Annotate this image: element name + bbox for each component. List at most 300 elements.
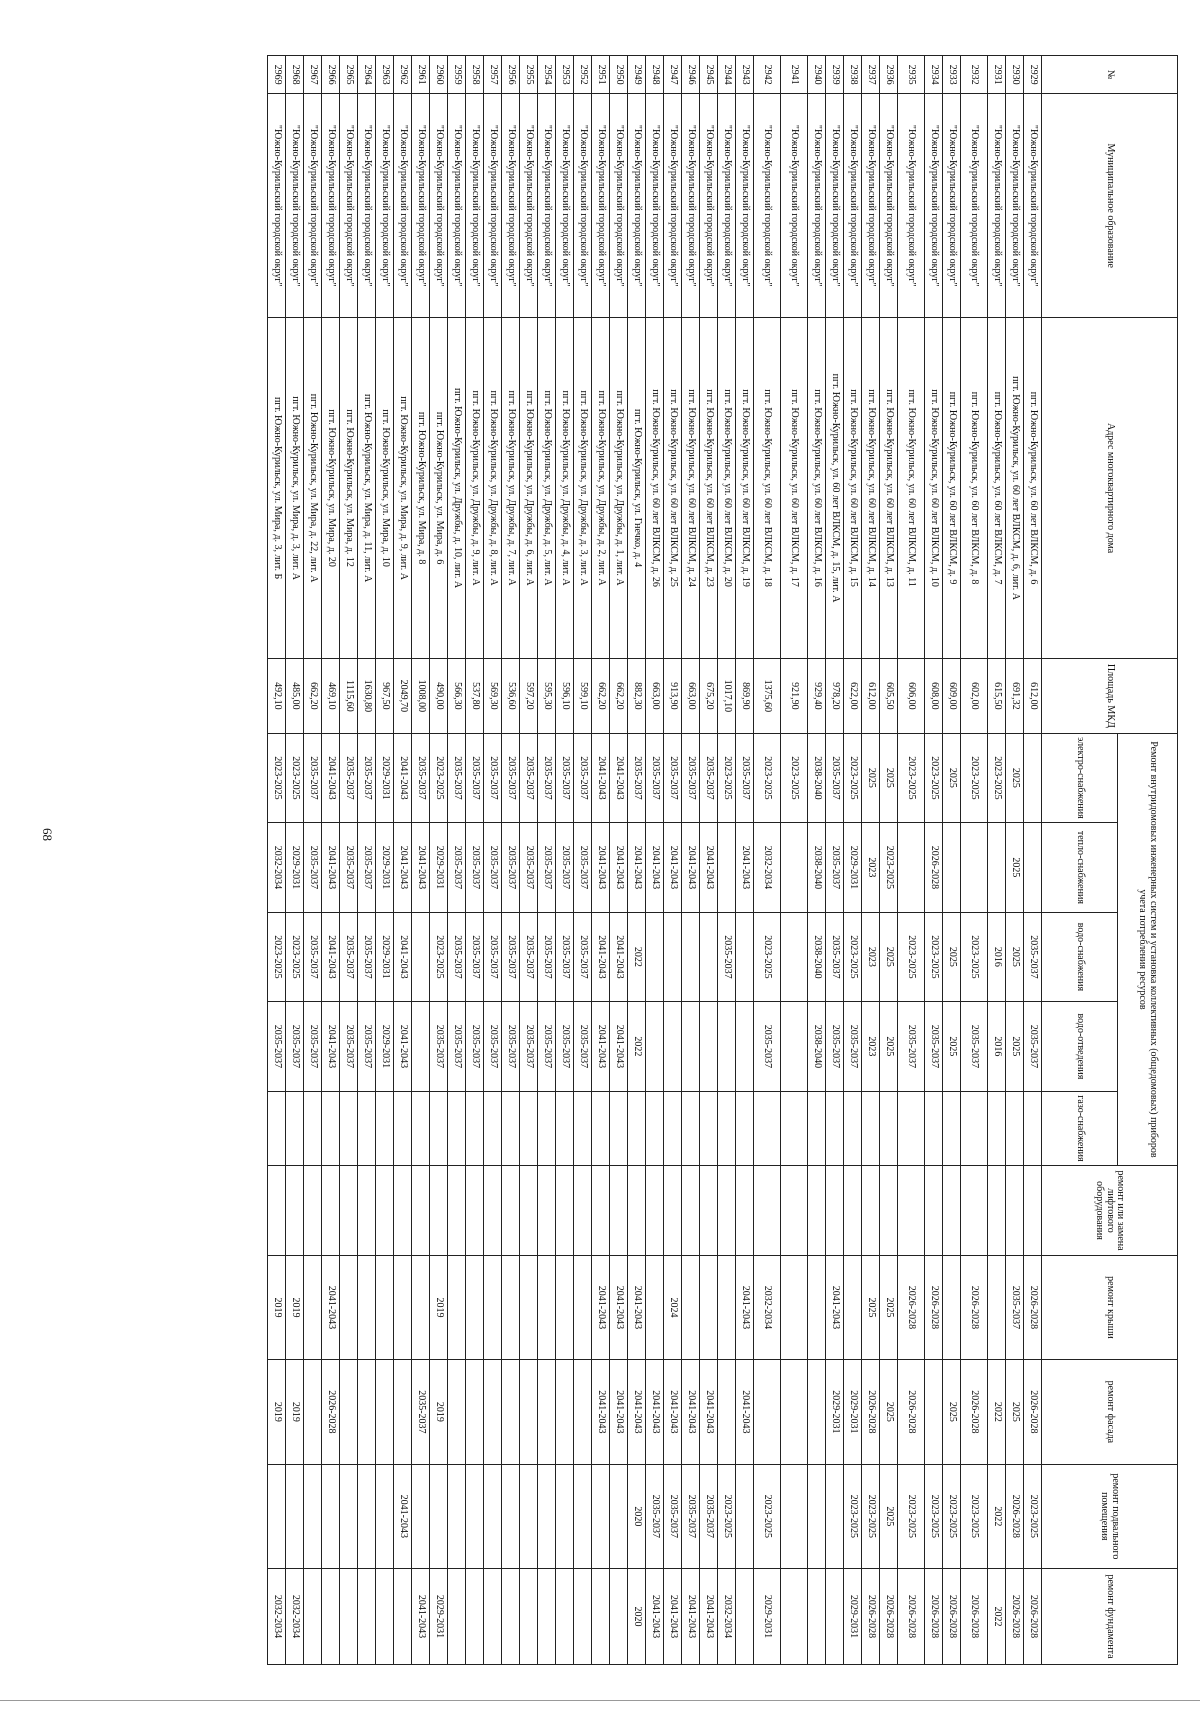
facade-cell <box>808 1360 826 1464</box>
address-cell: пгт. Южно-Курильск, ул. Дружбы, д. 3, лит. А <box>574 318 592 659</box>
water-cell: 2022 <box>628 912 646 1002</box>
drain-cell <box>646 1002 664 1092</box>
address-cell: пгт. Южно-Курильск, ул. Мира, д. 3, лит. А <box>286 318 304 659</box>
address-cell: пгт. Южно-Курильск, ул. 60 лет ВЛКСМ, д. 26 <box>646 318 664 659</box>
table-row <box>304 56 322 1665</box>
electric-cell: 2025 <box>862 733 880 823</box>
area-cell: 882,30 <box>628 659 646 734</box>
water-cell: 2035-2037 <box>358 912 376 1002</box>
gas-cell <box>592 1091 610 1166</box>
row-number: 2944 <box>718 56 736 94</box>
drain-cell <box>700 1002 718 1092</box>
drain-cell: 2035-2037 <box>754 1002 781 1092</box>
foundation-cell: 2026-2028 <box>862 1569 880 1665</box>
basement-cell <box>592 1464 610 1568</box>
heat-cell: 2029-2031 <box>844 823 862 913</box>
water-cell <box>682 912 700 1002</box>
row-number: 2949 <box>628 56 646 94</box>
row-number: 2931 <box>988 56 1006 94</box>
gas-cell <box>376 1091 394 1166</box>
foundation-cell <box>556 1569 574 1665</box>
table-row <box>736 56 754 1665</box>
elevator-cell <box>1024 1166 1042 1256</box>
elevator-cell <box>376 1166 394 1256</box>
address-cell: пгт. Южно-Курильск, ул. Мира, д. 9, лит. А <box>394 318 412 659</box>
gas-cell <box>412 1091 430 1166</box>
table-row <box>1024 56 1042 1665</box>
municipality-cell: "Южно-Курильский городской округ" <box>466 94 484 318</box>
electric-cell: 2035-2037 <box>826 733 844 823</box>
row-number: 2963 <box>376 56 394 94</box>
roof-cell: 2041-2043 <box>736 1255 754 1359</box>
municipality-cell: "Южно-Курильский городской округ" <box>358 94 376 318</box>
roof-cell <box>844 1255 862 1359</box>
water-cell <box>781 912 808 1002</box>
municipality-cell: "Южно-Курильский городской округ" <box>943 94 961 318</box>
gas-cell <box>448 1091 466 1166</box>
table-row <box>340 56 358 1665</box>
heat-cell: 2041-2043 <box>322 823 340 913</box>
row-number: 2965 <box>340 56 358 94</box>
elevator-cell <box>466 1166 484 1256</box>
basement-cell: 2022 <box>988 1464 1006 1568</box>
area-cell: 615,50 <box>988 659 1006 734</box>
address-cell: пгт. Южно-Курильск, ул. 60 лет ВЛКСМ, д. 15, лит. А <box>826 318 844 659</box>
municipality-cell: "Южно-Курильский городской округ" <box>1024 94 1042 318</box>
electric-cell: 2035-2037 <box>484 733 502 823</box>
foundation-cell: 2032-2034 <box>718 1569 736 1665</box>
gas-cell <box>988 1091 1006 1166</box>
heat-cell: 2023-2025 <box>880 823 898 913</box>
area-cell: 606,00 <box>898 659 925 734</box>
drain-cell: 2035-2037 <box>268 1002 286 1092</box>
basement-cell <box>538 1464 556 1568</box>
address-cell: пгт. Южно-Курильск, ул. 60 лет ВЛКСМ, д. 7 <box>988 318 1006 659</box>
facade-cell <box>340 1360 358 1464</box>
municipality-cell: "Южно-Курильский городской округ" <box>664 94 682 318</box>
electric-cell: 2035-2037 <box>448 733 466 823</box>
area-cell: 622,00 <box>844 659 862 734</box>
table-row <box>268 56 286 1665</box>
basement-cell <box>412 1464 430 1568</box>
heat-cell: 2041-2043 <box>664 823 682 913</box>
electric-cell: 2035-2037 <box>646 733 664 823</box>
municipality-cell: "Южно-Курильский городской округ" <box>448 94 466 318</box>
electric-cell: 2023-2025 <box>925 733 943 823</box>
area-cell: 609,00 <box>943 659 961 734</box>
address-cell: пгт. Южно-Курильск, ул. 60 лет ВЛКСМ, д. 17 <box>781 318 808 659</box>
row-number: 2937 <box>862 56 880 94</box>
row-number: 2938 <box>844 56 862 94</box>
municipality-cell: "Южно-Курильский городской округ" <box>844 94 862 318</box>
address-cell: пгт. Южно-Курильск, ул. Дружбы, д. 2, лит. А <box>592 318 610 659</box>
table-row <box>718 56 736 1665</box>
row-number: 2950 <box>610 56 628 94</box>
heat-cell <box>781 823 808 913</box>
electric-cell: 2041-2043 <box>394 733 412 823</box>
foundation-cell: 2032-2034 <box>268 1569 286 1665</box>
address-cell: пгт. Южно-Курильск, ул. 60 лет ВЛКСМ, д. 9 <box>943 318 961 659</box>
electric-cell: 2035-2037 <box>520 733 538 823</box>
elevator-cell <box>700 1166 718 1256</box>
heat-cell: 2035-2037 <box>538 823 556 913</box>
foundation-cell: 2026-2028 <box>1024 1569 1042 1665</box>
heat-cell: 2035-2037 <box>502 823 520 913</box>
row-number: 2968 <box>286 56 304 94</box>
gas-cell <box>664 1091 682 1166</box>
foundation-cell <box>574 1569 592 1665</box>
table-row <box>628 56 646 1665</box>
electric-cell: 2035-2037 <box>664 733 682 823</box>
table-row <box>466 56 484 1665</box>
address-cell: пгт. Южно-Курильск, ул. Мира, д. 3, лит. Б <box>268 318 286 659</box>
gas-cell <box>961 1091 988 1166</box>
basement-cell: 2035-2037 <box>700 1464 718 1568</box>
drain-cell: 2035-2037 <box>520 1002 538 1092</box>
row-number: 2967 <box>304 56 322 94</box>
municipality-cell: "Южно-Курильский городской округ" <box>340 94 358 318</box>
electric-cell: 2023-2025 <box>961 733 988 823</box>
drain-cell: 2035-2037 <box>340 1002 358 1092</box>
basement-cell: 2023-2025 <box>961 1464 988 1568</box>
facade-cell: 2022 <box>988 1360 1006 1464</box>
heat-cell: 2026-2028 <box>925 823 943 913</box>
heat-cell: 2029-2031 <box>286 823 304 913</box>
row-number: 2939 <box>826 56 844 94</box>
header-area: Площадь МКД <box>1042 659 1178 734</box>
drain-cell <box>718 1002 736 1092</box>
basement-cell: 2023-2025 <box>898 1464 925 1568</box>
elevator-cell <box>340 1166 358 1256</box>
water-cell <box>700 912 718 1002</box>
water-cell: 2023-2025 <box>925 912 943 1002</box>
gas-cell <box>286 1091 304 1166</box>
header-drain: водо-отведения <box>1042 1002 1118 1092</box>
area-cell: 612,00 <box>862 659 880 734</box>
drain-cell: 2041-2043 <box>610 1002 628 1092</box>
facade-cell <box>718 1360 736 1464</box>
table-row <box>556 56 574 1665</box>
gas-cell <box>682 1091 700 1166</box>
roof-cell: 2041-2043 <box>628 1255 646 1359</box>
address-cell: пгт. Южно-Курильск, ул. Мира, д. 12 <box>340 318 358 659</box>
electric-cell: 2038-2040 <box>808 733 826 823</box>
drain-cell: 2035-2037 <box>358 1002 376 1092</box>
water-cell: 2035-2037 <box>826 912 844 1002</box>
address-cell: пгт. Южно-Курильск, ул. Дружбы, д. 5, лит. А <box>538 318 556 659</box>
address-cell: пгт. Южно-Курильск, ул. Мира, д. 22, лит. А <box>304 318 322 659</box>
table-row <box>448 56 466 1665</box>
address-cell: пгт. Южно-Курильск, ул. Дружбы, д. 4, лит. А <box>556 318 574 659</box>
table-row <box>610 56 628 1665</box>
table-row <box>412 56 430 1665</box>
heat-cell: 2032-2034 <box>754 823 781 913</box>
row-number: 2956 <box>502 56 520 94</box>
drain-cell: 2035-2037 <box>448 1002 466 1092</box>
address-cell: пгт. Южно-Курильск, ул. 60 лет ВЛКСМ, д. 14 <box>862 318 880 659</box>
gas-cell <box>574 1091 592 1166</box>
basement-cell <box>610 1464 628 1568</box>
foundation-cell <box>520 1569 538 1665</box>
area-cell: 537,80 <box>466 659 484 734</box>
area-cell: 913,90 <box>664 659 682 734</box>
facade-cell: 2026-2028 <box>862 1360 880 1464</box>
electric-cell: 2023-2025 <box>430 733 448 823</box>
facade-cell: 2019 <box>286 1360 304 1464</box>
foundation-cell: 2041-2043 <box>646 1569 664 1665</box>
drain-cell: 2041-2043 <box>322 1002 340 1092</box>
facade-cell: 2035-2037 <box>412 1360 430 1464</box>
drain-cell: 2041-2043 <box>394 1002 412 1092</box>
foundation-cell: 2026-2028 <box>925 1569 943 1665</box>
area-cell: 662,20 <box>304 659 322 734</box>
electric-cell: 2025 <box>1006 733 1024 823</box>
water-cell: 2023-2025 <box>844 912 862 1002</box>
header-gas: газо-снабжения <box>1042 1091 1118 1166</box>
address-cell: пгт. Южно-Курильск, ул. 60 лет ВЛКСМ, д. 24 <box>682 318 700 659</box>
row-number: 2942 <box>754 56 781 94</box>
facade-cell <box>466 1360 484 1464</box>
gas-cell <box>520 1091 538 1166</box>
row-number: 2961 <box>412 56 430 94</box>
electric-cell <box>1024 733 1042 823</box>
table-row <box>646 56 664 1665</box>
row-number: 2935 <box>898 56 925 94</box>
row-number: 2933 <box>943 56 961 94</box>
gas-cell <box>943 1091 961 1166</box>
heat-cell: 2025 <box>1006 823 1024 913</box>
facade-cell: 2025 <box>943 1360 961 1464</box>
elevator-cell <box>610 1166 628 1256</box>
municipality-cell: "Южно-Курильский городской округ" <box>898 94 925 318</box>
heat-cell: 2035-2037 <box>340 823 358 913</box>
gas-cell <box>718 1091 736 1166</box>
area-cell: 569,30 <box>484 659 502 734</box>
drain-cell: 2025 <box>943 1002 961 1092</box>
row-number: 2929 <box>1024 56 1042 94</box>
facade-cell <box>538 1360 556 1464</box>
facade-cell: 2041-2043 <box>664 1360 682 1464</box>
roof-cell: 2032-2034 <box>754 1255 781 1359</box>
heat-cell: 2041-2043 <box>394 823 412 913</box>
roof-cell: 2019 <box>430 1255 448 1359</box>
facade-cell <box>574 1360 592 1464</box>
row-number: 2932 <box>961 56 988 94</box>
electric-cell: 2035-2037 <box>502 733 520 823</box>
heat-cell: 2035-2037 <box>358 823 376 913</box>
table-row <box>430 56 448 1665</box>
table-row <box>394 56 412 1665</box>
water-cell <box>412 912 430 1002</box>
water-cell: 2023-2025 <box>286 912 304 1002</box>
municipality-cell: "Южно-Курильский городской округ" <box>646 94 664 318</box>
table-row <box>358 56 376 1665</box>
facade-cell <box>484 1360 502 1464</box>
foundation-cell <box>340 1569 358 1665</box>
heat-cell: 2035-2037 <box>574 823 592 913</box>
row-number: 2969 <box>268 56 286 94</box>
foundation-cell <box>502 1569 520 1665</box>
water-cell: 2025 <box>1006 912 1024 1002</box>
heat-cell <box>961 823 988 913</box>
table-row <box>322 56 340 1665</box>
row-number: 2941 <box>781 56 808 94</box>
address-cell: пгт. Южно-Курильск, ул. Дружбы, д. 10, лит. А <box>448 318 466 659</box>
municipality-cell: "Южно-Курильский городской округ" <box>718 94 736 318</box>
area-cell: 2049,70 <box>394 659 412 734</box>
row-number: 2955 <box>520 56 538 94</box>
facade-cell <box>754 1360 781 1464</box>
elevator-cell <box>1006 1166 1024 1256</box>
electric-cell: 2035-2037 <box>340 733 358 823</box>
elevator-cell <box>898 1166 925 1256</box>
row-number: 2953 <box>556 56 574 94</box>
basement-cell <box>322 1464 340 1568</box>
foundation-cell: 2032-2034 <box>286 1569 304 1665</box>
drain-cell: 2025 <box>1006 1002 1024 1092</box>
elevator-cell <box>844 1166 862 1256</box>
basement-cell: 2023-2025 <box>754 1464 781 1568</box>
elevator-cell <box>538 1166 556 1256</box>
facade-cell: 2026-2028 <box>1024 1360 1042 1464</box>
heat-cell: 2041-2043 <box>646 823 664 913</box>
foundation-cell <box>376 1569 394 1665</box>
heat-cell: 2041-2043 <box>412 823 430 913</box>
municipality-cell: "Южно-Курильский городской округ" <box>430 94 448 318</box>
row-number: 2959 <box>448 56 466 94</box>
row-number: 2948 <box>646 56 664 94</box>
foundation-cell: 2041-2043 <box>682 1569 700 1665</box>
water-cell: 2035-2037 <box>448 912 466 1002</box>
electric-cell: 2035-2037 <box>682 733 700 823</box>
facade-cell: 2029-2031 <box>844 1360 862 1464</box>
basement-cell <box>520 1464 538 1568</box>
gas-cell <box>394 1091 412 1166</box>
electric-cell: 2041-2043 <box>610 733 628 823</box>
elevator-cell <box>988 1166 1006 1256</box>
elevator-cell <box>664 1166 682 1256</box>
gas-cell <box>268 1091 286 1166</box>
facade-cell: 2041-2043 <box>682 1360 700 1464</box>
gas-cell <box>466 1091 484 1166</box>
heat-cell: 2035-2037 <box>520 823 538 913</box>
electric-cell: 2035-2037 <box>556 733 574 823</box>
foundation-cell <box>448 1569 466 1665</box>
water-cell: 2025 <box>880 912 898 1002</box>
header-municipality: Муниципальное образование <box>1042 94 1178 318</box>
elevator-cell <box>484 1166 502 1256</box>
basement-cell: 2023-2025 <box>862 1464 880 1568</box>
water-cell: 2038-2040 <box>808 912 826 1002</box>
heat-cell <box>943 823 961 913</box>
roof-cell: 2041-2043 <box>592 1255 610 1359</box>
drain-cell: 2035-2037 <box>556 1002 574 1092</box>
gas-cell <box>628 1091 646 1166</box>
basement-cell: 2026-2028 <box>1006 1464 1024 1568</box>
table-row <box>988 56 1006 1665</box>
heat-cell: 2023 <box>862 823 880 913</box>
gas-cell <box>862 1091 880 1166</box>
heat-cell: 2029-2031 <box>430 823 448 913</box>
drain-cell: 2035-2037 <box>484 1002 502 1092</box>
water-cell <box>646 912 664 1002</box>
address-cell: пгт. Южно-Курильск, ул. 60 лет ВЛКСМ, д. 16 <box>808 318 826 659</box>
heat-cell: 2041-2043 <box>736 823 754 913</box>
drain-cell: 2035-2037 <box>925 1002 943 1092</box>
water-cell: 2035-2037 <box>556 912 574 1002</box>
gas-cell <box>430 1091 448 1166</box>
gas-cell <box>925 1091 943 1166</box>
gas-cell <box>322 1091 340 1166</box>
municipality-cell: "Южно-Курильский городской округ" <box>808 94 826 318</box>
foundation-cell <box>610 1569 628 1665</box>
municipality-cell: "Южно-Курильский городской округ" <box>304 94 322 318</box>
municipality-cell: "Южно-Курильский городской округ" <box>736 94 754 318</box>
gas-cell <box>808 1091 826 1166</box>
area-cell: 663,00 <box>682 659 700 734</box>
address-cell: пгт. Южно-Курильск, ул. 60 лет ВЛКСМ, д. 6 <box>1024 318 1042 659</box>
facade-cell: 2041-2043 <box>628 1360 646 1464</box>
row-number: 2954 <box>538 56 556 94</box>
municipality-cell: "Южно-Курильский городской округ" <box>376 94 394 318</box>
foundation-cell <box>304 1569 322 1665</box>
heat-cell <box>1024 823 1042 913</box>
water-cell: 2041-2043 <box>394 912 412 1002</box>
area-cell: 691,32 <box>1006 659 1024 734</box>
table-row <box>826 56 844 1665</box>
area-cell: 597,20 <box>520 659 538 734</box>
elevator-cell <box>430 1166 448 1256</box>
area-cell: 595,30 <box>538 659 556 734</box>
facade-cell: 2026-2028 <box>961 1360 988 1464</box>
header-engineering-group: Ремонт внутридомовых инженерных систем и установка коллективных (общедомовых) приборов учета потребления ресурсов <box>1118 733 1178 1166</box>
water-cell: 2035-2037 <box>718 912 736 1002</box>
address-cell: пгт. Южно-Курильск, ул. Мира, д. 10 <box>376 318 394 659</box>
drain-cell <box>412 1002 430 1092</box>
foundation-cell <box>826 1569 844 1665</box>
foundation-cell: 2029-2031 <box>754 1569 781 1665</box>
municipality-cell: "Южно-Курильский городской округ" <box>988 94 1006 318</box>
roof-cell <box>358 1255 376 1359</box>
municipality-cell: "Южно-Курильский городской округ" <box>556 94 574 318</box>
water-cell: 2023-2025 <box>430 912 448 1002</box>
table-row <box>754 56 781 1665</box>
municipality-cell: "Южно-Курильский городской округ" <box>394 94 412 318</box>
drain-cell: 2023 <box>862 1002 880 1092</box>
elevator-cell <box>808 1166 826 1256</box>
row-number: 2966 <box>322 56 340 94</box>
drain-cell: 2035-2037 <box>898 1002 925 1092</box>
elevator-cell <box>736 1166 754 1256</box>
header-heat: тепло-снабжения <box>1042 823 1118 913</box>
roof-cell <box>304 1255 322 1359</box>
elevator-cell <box>286 1166 304 1256</box>
municipality-cell: "Южно-Курильский городской округ" <box>754 94 781 318</box>
area-cell: 1375,60 <box>754 659 781 734</box>
table-row <box>682 56 700 1665</box>
roof-cell: 2019 <box>286 1255 304 1359</box>
electric-cell: 2035-2037 <box>538 733 556 823</box>
basement-cell: 2041-2043 <box>394 1464 412 1568</box>
municipality-cell: "Южно-Курильский городской округ" <box>484 94 502 318</box>
table-row <box>484 56 502 1665</box>
roof-cell: 2025 <box>880 1255 898 1359</box>
electric-cell: 2035-2037 <box>412 733 430 823</box>
gas-cell <box>358 1091 376 1166</box>
area-cell: 869,90 <box>736 659 754 734</box>
area-cell: 675,20 <box>700 659 718 734</box>
table-row <box>520 56 538 1665</box>
